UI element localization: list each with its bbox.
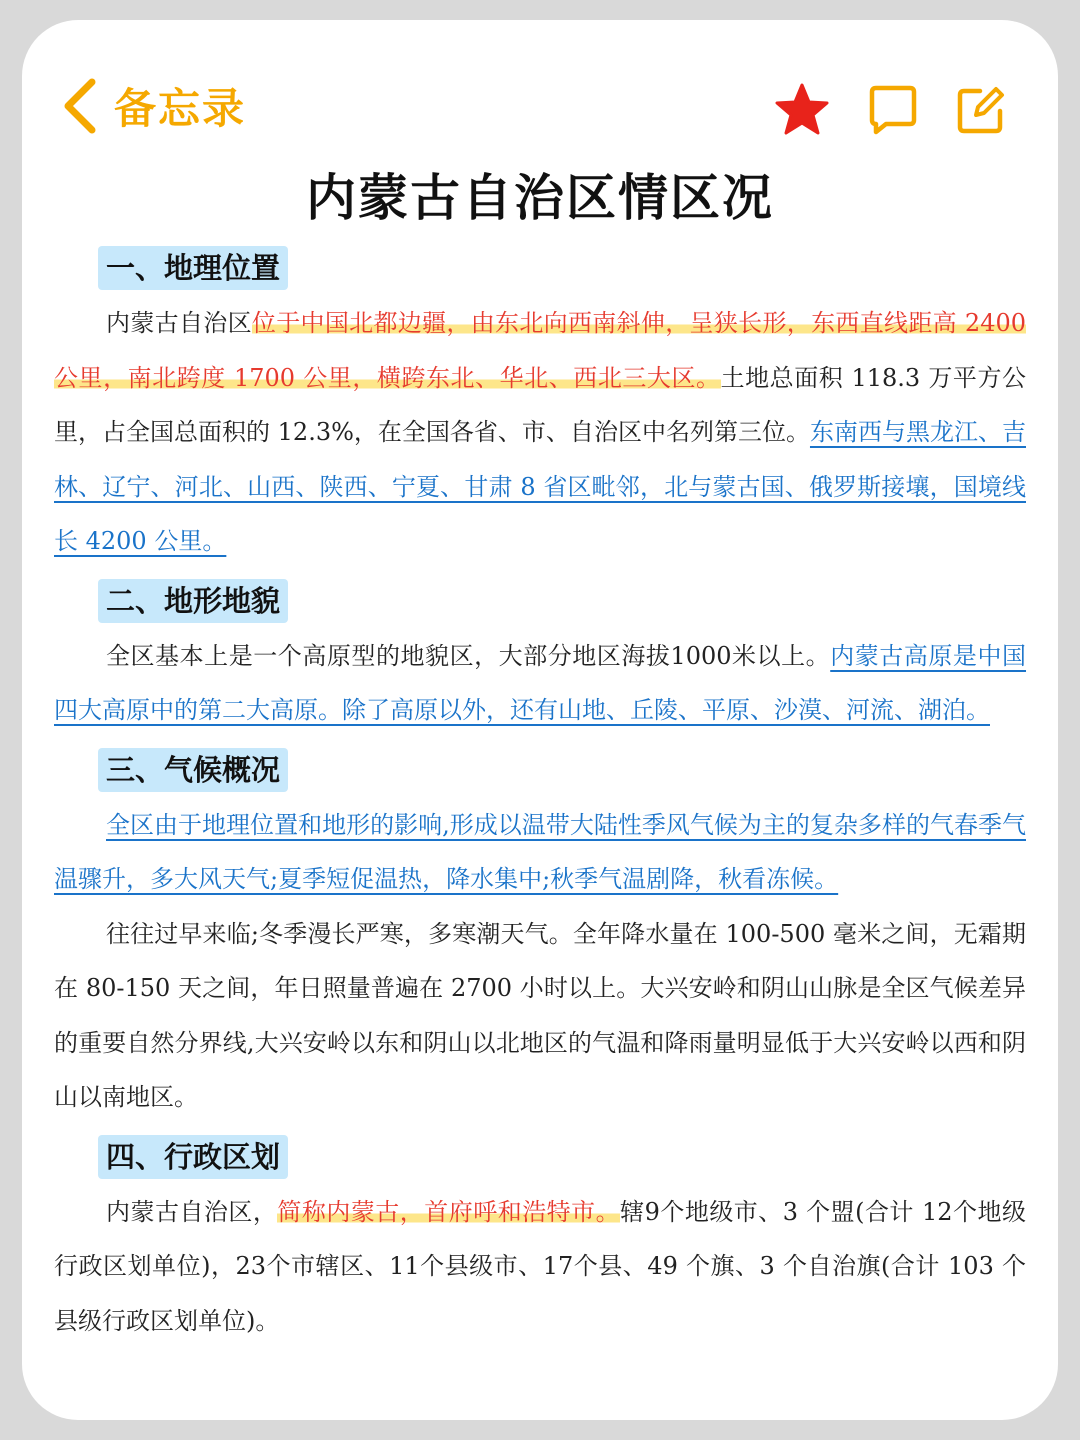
highlighted-text: 位于中国北都边疆，由东北向西南斜伸，呈狭长形，东西直线距高 2400 公里，南北跨度 1700 公里，横跨东北、华北、西北三大区。: [54, 309, 1026, 392]
section-heading-administration: 四、行政区划: [98, 1135, 288, 1179]
text-run: 内蒙古自治区: [106, 309, 252, 337]
section-paragraph-climate-2: 往往过早来临;冬季漫长严寒，多寒潮天气。全年降水量在 100-500 毫米之间，无霜期在 80-150 天之间，年日照量普遍在 2700 小时以上。大兴安岭和阴山山脉是全区气候差异的重要自然分界线,大兴安岭以东和阴山以北地区的气温和降雨量明显低于大兴安岭以西和阴山以南地区。: [54, 919, 1026, 1111]
toolbar: [774, 82, 1006, 138]
chevron-left-icon: [62, 78, 98, 134]
back-button[interactable]: [62, 76, 246, 136]
section-paragraph-terrain: [54, 629, 1026, 738]
underlined-text: 全区由于地理位置和地形的影响,形成以温带大陆性季风气候为主的复杂多样的气春季气温骤升，多大风天气;夏季短促温热，降水集中;秋季气温剧降，秋看冻候。: [54, 810, 1026, 893]
notes-screen: [22, 20, 1058, 1420]
note-body: [54, 246, 1026, 1348]
text-run: 内蒙古自治区，: [106, 1197, 278, 1226]
section-heading-terrain: 二、地形地貌: [98, 579, 288, 623]
favorite-star-icon[interactable]: [774, 82, 830, 138]
comment-icon[interactable]: [868, 84, 918, 136]
page-title: 内蒙古自治区情区况: [306, 168, 774, 227]
section-paragraph-climate-1: [54, 798, 1026, 907]
text-run: 土地总面积 118.3 万平方公里，占全国总面积的 12.3%，在全国各省、市、自治区中名列第三位。: [54, 363, 1026, 446]
section-paragraph-location: [54, 296, 1026, 569]
underlined-text: 内蒙古高原是中国四大高原中的第二大高原。除了高原以外，还有山地、丘陵、平原、沙漠、河流、湖泊。: [54, 641, 1027, 724]
edit-icon[interactable]: [956, 85, 1006, 135]
back-label: 备忘录: [114, 84, 247, 133]
section-heading-climate: 三、气候概况: [98, 748, 288, 792]
text-run: 全区基本上是一个高原型的地貌区，大部分地区海拔1000米以上。: [106, 641, 831, 670]
text-run: 辖9个地级市、3 个盟(合计 12个地级行政区划单位)，23个市辖区、11个县级市、17个县、49 个旗、3 个自治旗(合计 103 个县级行政区划单位)。: [54, 1197, 1027, 1335]
highlighted-text: 简称内蒙古，首府呼和浩特市。: [277, 1197, 621, 1226]
underlined-text: 东南西与黑龙江、吉林、辽宁、河北、山西、陕西、宁夏、甘肃 8 省区毗邻，北与蒙古国、俄罗斯接壤，国境线长 4200 公里。: [54, 418, 1026, 555]
section-heading-location: 一、地理位置: [98, 246, 288, 290]
section-paragraph-administration: [54, 1185, 1026, 1349]
